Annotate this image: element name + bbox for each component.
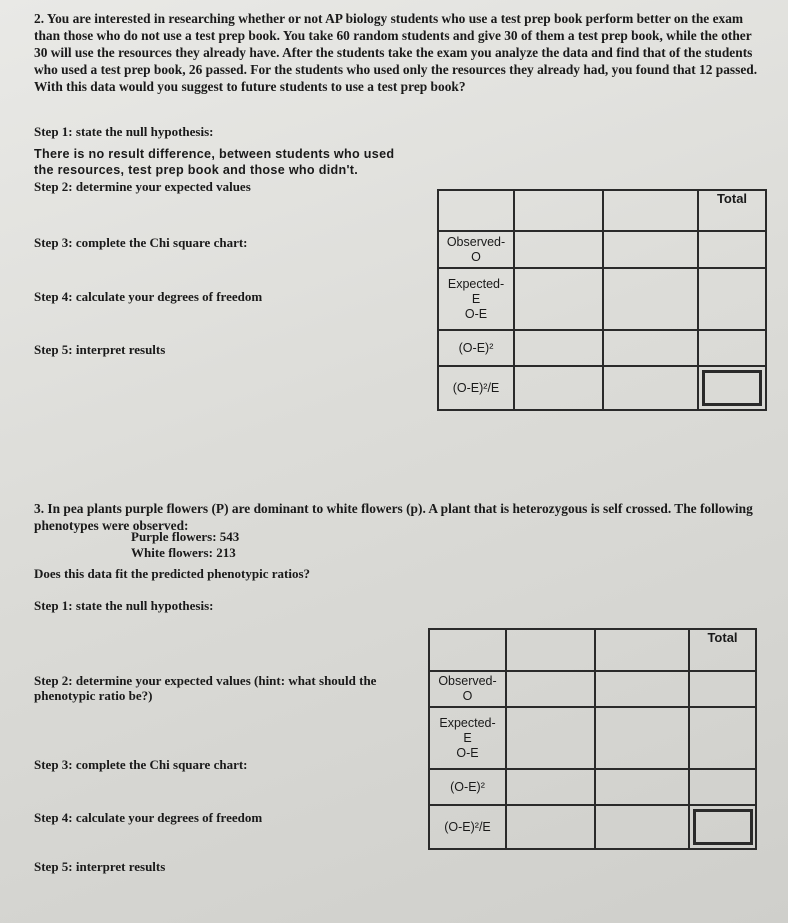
q2-step4-label: Step 4: calculate your degrees of freedom bbox=[34, 289, 263, 304]
q3-answer-cell[interactable] bbox=[506, 707, 595, 769]
q2-answer-cell[interactable] bbox=[514, 366, 603, 410]
q3-expected-symbol: E bbox=[463, 730, 472, 745]
q2-step1-label: Step 1: state the null hypothesis: bbox=[34, 124, 214, 139]
q2-answer-cell[interactable] bbox=[514, 231, 603, 268]
q2-expected-label: Expected- bbox=[447, 276, 505, 291]
q2-category-cell[interactable] bbox=[603, 190, 698, 231]
q2-step5-label: Step 5: interpret results bbox=[34, 342, 166, 357]
q3-chi-label: (O-E)²/E bbox=[444, 819, 491, 834]
q2-o-minus-e-label: O-E bbox=[464, 306, 488, 321]
q2-squared-row bbox=[438, 330, 766, 366]
q2-expected-symbol: E bbox=[471, 291, 481, 306]
q3-squared-label: (O-E)² bbox=[450, 779, 485, 794]
q2-answer-cell[interactable] bbox=[603, 366, 698, 410]
q3-header-row bbox=[429, 629, 756, 671]
q3-purple-count: Purple flowers: 543 bbox=[131, 529, 240, 544]
q3-step5-label: Step 5: interpret results bbox=[34, 859, 166, 874]
q3-step4-label: Step 4: calculate your degrees of freedom bbox=[34, 810, 263, 825]
q2-observed-label: Observed- bbox=[446, 234, 506, 249]
q2-squared-label: (O-E)² bbox=[458, 340, 494, 355]
q2-answer-cell[interactable] bbox=[698, 268, 766, 330]
q2-answer-cell[interactable] bbox=[603, 268, 698, 330]
q3-step1-label: Step 1: state the null hypothesis: bbox=[34, 598, 214, 613]
q2-observed-row bbox=[438, 231, 766, 268]
q2-total-header: Total bbox=[716, 191, 748, 206]
q2-answer-cell[interactable] bbox=[698, 231, 766, 268]
q2-null-hypothesis-answer-line2: the resources, test prep book and those who didn't. bbox=[34, 163, 359, 177]
q2-prompt: 2. You are interested in researching whether or not AP biology students who use a test prep book perform better on the exam than those who do not use a test prep book. You take 60 random students and give 30 of them a test prep book, while the other 30 will use the resources they already have. After the students take the exam you analyze the data and find that of the students who used a test prep book, 26 passed. For the students who used only the resources they already had, you found that 12 passed. With this data would you suggest to future students to use a test prep book? bbox=[34, 11, 758, 94]
q3-chi-square-table bbox=[428, 628, 757, 850]
q3-observed-label: Observed- bbox=[438, 674, 497, 688]
q3-chi-total-box[interactable] bbox=[693, 809, 753, 845]
q3-answer-cell[interactable] bbox=[689, 769, 756, 805]
q3-step2-label-line2: phenotypic ratio be?) bbox=[34, 688, 153, 703]
q3-white-count: White flowers: 213 bbox=[131, 545, 236, 560]
q3-answer-cell[interactable] bbox=[506, 671, 595, 707]
q3-observed-row bbox=[429, 671, 756, 707]
q3-category-cell[interactable] bbox=[595, 629, 689, 671]
q2-observed-symbol: O bbox=[471, 249, 481, 264]
q2-chi-label: (O-E)²/E bbox=[452, 380, 500, 395]
q3-observed-symbol: O bbox=[462, 689, 473, 703]
q3-step2-label-line1: Step 2: determine your expected values (hint: what should the bbox=[34, 673, 377, 688]
q3-squared-row bbox=[429, 769, 756, 805]
q2-chi-row bbox=[438, 366, 766, 410]
q3-answer-cell[interactable] bbox=[595, 671, 689, 707]
q2-step2-label: Step 2: determine your expected values bbox=[34, 179, 251, 194]
q2-answer-cell[interactable] bbox=[603, 231, 698, 268]
q3-answer-cell[interactable] bbox=[689, 707, 756, 769]
q3-corner-cell bbox=[429, 629, 506, 671]
q2-header-row bbox=[438, 190, 766, 231]
q3-step3-label: Step 3: complete the Chi square chart: bbox=[34, 757, 248, 772]
q3-o-minus-e-label: O-E bbox=[456, 745, 479, 760]
q2-corner-cell bbox=[438, 190, 514, 231]
q3-answer-cell[interactable] bbox=[595, 805, 689, 849]
q3-expected-row bbox=[429, 707, 756, 769]
q3-expected-label: Expected- bbox=[439, 715, 496, 730]
q3-answer-cell[interactable] bbox=[506, 805, 595, 849]
q3-answer-cell[interactable] bbox=[595, 769, 689, 805]
q3-question: Does this data fit the predicted phenotypic ratios? bbox=[34, 566, 311, 581]
q2-answer-cell[interactable] bbox=[514, 268, 603, 330]
q3-category-cell[interactable] bbox=[506, 629, 595, 671]
q2-chi-square-table bbox=[437, 189, 767, 411]
q3-total-header: Total bbox=[707, 630, 738, 645]
q3-chi-row bbox=[429, 805, 756, 849]
q2-step3-label: Step 3: complete the Chi square chart: bbox=[34, 235, 248, 250]
q2-expected-row bbox=[438, 268, 766, 330]
q2-answer-cell[interactable] bbox=[698, 330, 766, 366]
q3-prompt: 3. In pea plants purple flowers (P) are dominant to white flowers (p). A plant that is heterozygous is self crossed. The following phenotypes were observed: bbox=[34, 501, 753, 533]
q3-answer-cell[interactable] bbox=[595, 707, 689, 769]
q2-chi-total-box[interactable] bbox=[702, 370, 762, 406]
q2-null-hypothesis-answer-line1: There is no result difference, between students who used bbox=[34, 147, 395, 161]
q2-category-cell[interactable] bbox=[514, 190, 603, 231]
q2-answer-cell[interactable] bbox=[514, 330, 603, 366]
q3-answer-cell[interactable] bbox=[689, 671, 756, 707]
q3-answer-cell[interactable] bbox=[506, 769, 595, 805]
q2-answer-cell[interactable] bbox=[603, 330, 698, 366]
